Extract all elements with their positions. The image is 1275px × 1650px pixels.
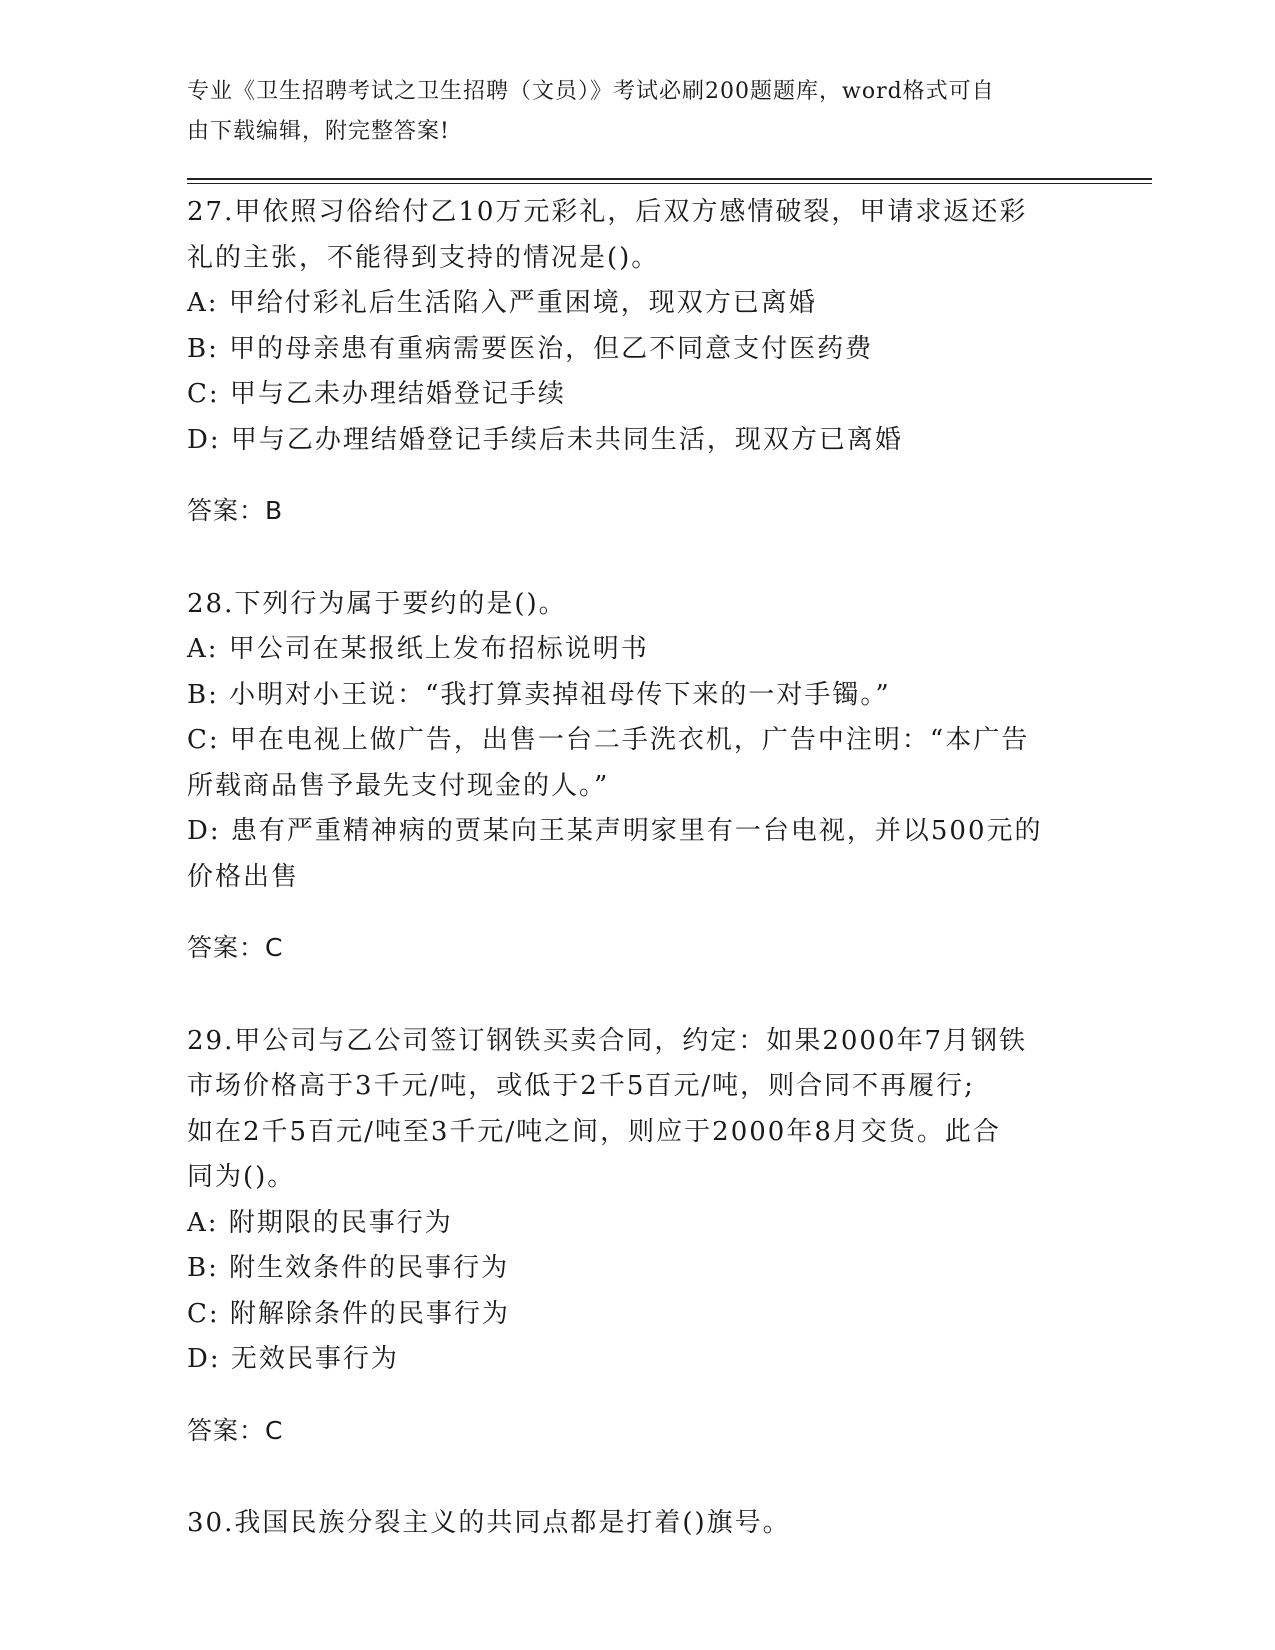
question-28 <box>187 582 1077 971</box>
option-b: B: 小明对小王说：“我打算卖掉祖母传下来的一对手镯。” <box>187 679 891 710</box>
option-c-continued: 所载商品售予最先支付现金的人。” <box>187 770 610 801</box>
option-d-continued: 价格出售 <box>187 861 300 892</box>
answer: 答案：C <box>187 933 284 962</box>
answer: 答案：C <box>187 1415 284 1445</box>
option-a: A: 附期限的民事行为 <box>187 1207 453 1238</box>
option-b: B: 甲的母亲患有重病需要医治，但乙不同意支付医药费 <box>187 333 874 364</box>
question-stem-line: 如在2千5百元/吨至3千元/吨之间，则应于2000年8月交货。此合 <box>187 1116 1001 1147</box>
question-stem-line: 28.下列行为属于要约的是()。 <box>187 588 567 619</box>
option-c: C: 甲在电视上做广告，出售一台二手洗衣机，广告中注明：“本广告 <box>187 725 1030 755</box>
option-a: A: 甲公司在某报纸上发布招标说明书 <box>187 634 649 664</box>
option-d: D: 患有严重精神病的贾某向王某声明家里有一台电视，并以500元的 <box>187 816 1043 846</box>
option-d: D: 甲与乙办理结婚登记手续后未共同生活，现双方已离婚 <box>187 424 903 455</box>
question-27 <box>187 190 1077 534</box>
option-a: A: 甲给付彩礼后生活陷入严重困境，现双方已离婚 <box>187 288 817 318</box>
option-d: D: 无效民事行为 <box>187 1344 399 1374</box>
option-b: B: 附生效条件的民事行为 <box>187 1253 510 1283</box>
answer: 答案：B <box>187 496 284 525</box>
option-c: C: 附解除条件的民事行为 <box>187 1298 510 1329</box>
header-divider-thin <box>187 183 1152 184</box>
document-header <box>187 72 1067 152</box>
header-line-1: 专业《卫生招聘考试之卫生招聘（文员）》考试必刷200题题库，word格式可自 <box>187 79 995 104</box>
question-stem-line: 27.甲依照习俗给付乙10万元彩礼，后双方感情破裂，甲请求返还彩 <box>187 197 1028 227</box>
question-stem-line: 礼的主张，不能得到支持的情况是()。 <box>187 242 660 273</box>
question-stem-line: 30.我国民族分裂主义的共同点都是打着()旗号。 <box>187 1508 791 1538</box>
question-stem-line: 同为()。 <box>187 1162 296 1192</box>
question-stem-line: 市场价格高于3千元/吨，或低于2千5百元/吨，则合同不再履行; <box>187 1071 975 1101</box>
question-list <box>187 190 1077 1595</box>
question-30 <box>187 1501 1077 1547</box>
option-c: C: 甲与乙未办理结婚登记手续 <box>187 379 566 409</box>
header-line-2: 由下载编辑，附完整答案! <box>187 119 450 144</box>
question-29 <box>187 1019 1077 1454</box>
question-stem-line: 29.甲公司与乙公司签订钢铁买卖合同，约定：如果2000年7月钢铁 <box>187 1025 1028 1056</box>
header-divider-thick <box>187 178 1152 180</box>
